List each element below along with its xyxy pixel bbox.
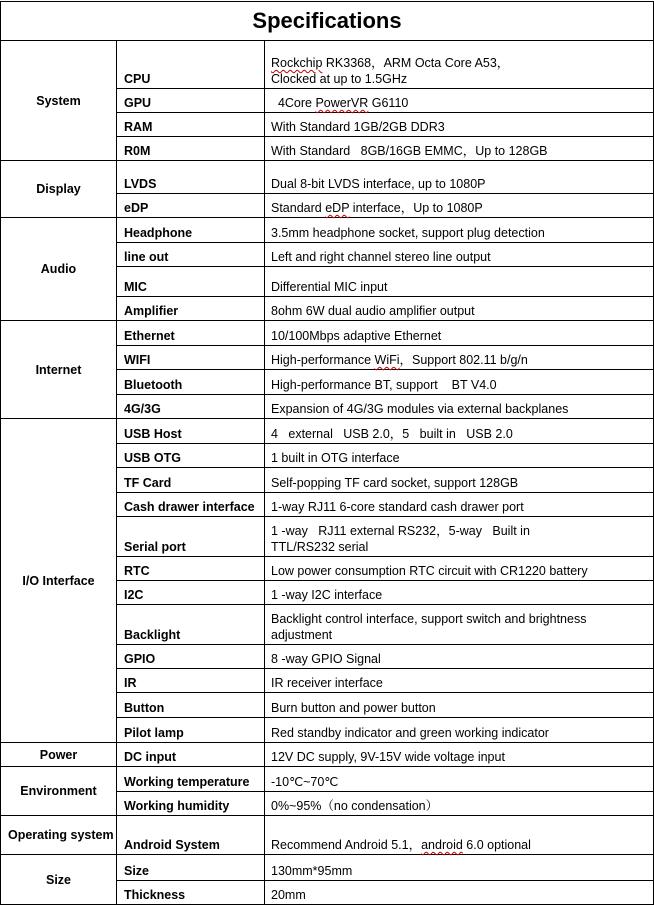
param-ram: RAM	[117, 113, 265, 137]
param-edp: eDP	[117, 194, 265, 218]
value-line: adjustment	[271, 628, 333, 642]
value-working-temperature	[265, 767, 654, 792]
value-line: Backlight control interface, support switch and brightness	[271, 612, 587, 626]
value-dc-input	[265, 743, 654, 767]
value-bluetooth	[265, 370, 654, 395]
param-gpio: GPIO	[117, 645, 265, 669]
value-line: Recommend Android 5.1，android 6.0 optional	[271, 838, 531, 852]
value-thickness	[265, 881, 654, 905]
table-row	[1, 767, 654, 792]
value-serial-port	[265, 517, 654, 557]
value-line: 130mm*95mm	[271, 864, 353, 878]
value-4g-3g	[265, 395, 654, 419]
param-usb-host: USB Host	[117, 419, 265, 444]
value-line-out	[265, 243, 654, 267]
value-line: 1-way RJ11 6-core standard cash drawer port	[271, 500, 524, 514]
value-line: High-performance BT, support BT V4.0	[271, 378, 497, 392]
category-power: Power	[1, 743, 117, 767]
param-mic: MIC	[117, 267, 265, 297]
value-line: Low power consumption RTC circuit with CR1220 battery	[271, 564, 588, 578]
category-internet: Internet	[1, 321, 117, 419]
value-line: Dual 8-bit LVDS interface, up to 1080P	[271, 177, 486, 191]
value-line: 12V DC supply, 9V-15V wide voltage input	[271, 750, 505, 764]
table-row	[1, 816, 654, 855]
value-line: With Standard 8GB/16GB EMMC，Up to 128GB	[271, 144, 548, 158]
table-row	[1, 419, 654, 444]
param-size: Size	[117, 855, 265, 881]
value-line: High-performance WiFi，Support 802.11 b/g/n	[271, 353, 528, 367]
value-line: 10/100Mbps adaptive Ethernet	[271, 329, 442, 343]
value-ram	[265, 113, 654, 137]
value-headphone	[265, 218, 654, 243]
param-tf-card: TF Card	[117, 468, 265, 493]
param-pilot-lamp: Pilot lamp	[117, 718, 265, 743]
value-line: Burn button and power button	[271, 701, 436, 715]
param-working-temperature: Working temperature	[117, 767, 265, 792]
param-i2c: I2C	[117, 581, 265, 605]
param-line-out: line out	[117, 243, 265, 267]
table-row	[1, 321, 654, 346]
value-line: 0%~95%（no condensation）	[271, 799, 439, 813]
value-line: -10℃~70℃	[271, 775, 339, 789]
category-audio: Audio	[1, 218, 117, 321]
value-line: 8ohm 6W dual audio amplifier output	[271, 304, 475, 318]
param-cpu: CPU	[117, 41, 265, 89]
value-gpu	[265, 89, 654, 113]
value-line: Expansion of 4G/3G modules via external backplanes	[271, 402, 569, 416]
param-wifi: WIFI	[117, 346, 265, 370]
title-row	[1, 2, 654, 41]
value-line: 8 -way GPIO Signal	[271, 652, 381, 666]
param-lvds: LVDS	[117, 161, 265, 194]
value-line: 3.5mm headphone socket, support plug detection	[271, 226, 545, 240]
value-i2c	[265, 581, 654, 605]
value-line: 1 -way I2C interface	[271, 588, 383, 602]
category-operating-system: Operating system	[1, 816, 117, 855]
table-row	[1, 743, 654, 767]
table-row	[1, 41, 654, 89]
value-line: Differential MIC input	[271, 280, 388, 294]
value-line: 1 -way RJ11 external RS232，5-way Built in	[271, 524, 530, 538]
value-mic	[265, 267, 654, 297]
value-edp	[265, 194, 654, 218]
value-usb-host	[265, 419, 654, 444]
param-android-system: Android System	[117, 816, 265, 855]
param-usb-otg: USB OTG	[117, 444, 265, 468]
param-gpu: GPU	[117, 89, 265, 113]
value-cpu	[265, 41, 654, 89]
value-backlight	[265, 605, 654, 645]
value-line: TTL/RS232 serial	[271, 540, 369, 554]
value-rtc	[265, 557, 654, 581]
value-line: Red standby indicator and green working indicator	[271, 726, 549, 740]
value-android-system	[265, 816, 654, 855]
value-line: Self-popping TF card socket, support 128GB	[271, 476, 519, 490]
value-working-humidity	[265, 792, 654, 816]
value-amplifier	[265, 297, 654, 321]
param-serial-port: Serial port	[117, 517, 265, 557]
value-line: With Standard 1GB/2GB DDR3	[271, 120, 445, 134]
value-line: 4 external USB 2.0，5 built in USB 2.0	[271, 427, 513, 441]
specifications-table	[0, 1, 654, 905]
param-dc-input: DC input	[117, 743, 265, 767]
param-ethernet: Ethernet	[117, 321, 265, 346]
value-ethernet	[265, 321, 654, 346]
value-line: IR receiver interface	[271, 676, 383, 690]
table-row	[1, 161, 654, 194]
value-line: Left and right channel stereo line output	[271, 250, 491, 264]
value-line: Clocked at up to 1.5GHz	[271, 72, 408, 86]
value-size	[265, 855, 654, 881]
param-bluetooth: Bluetooth	[117, 370, 265, 395]
value-line: 4Core PowerVR G6110	[271, 96, 409, 110]
value-usb-otg	[265, 444, 654, 468]
param-working-humidity: Working humidity	[117, 792, 265, 816]
value-line: Standard eDP interface，Up to 1080P	[271, 201, 483, 215]
table-row	[1, 218, 654, 243]
param-4g-3g: 4G/3G	[117, 395, 265, 419]
value-line: 20mm	[271, 888, 306, 902]
param-cash-drawer-interface: Cash drawer interface	[117, 493, 265, 517]
param-button: Button	[117, 693, 265, 718]
value-gpio	[265, 645, 654, 669]
category-system: System	[1, 41, 117, 161]
value-button	[265, 693, 654, 718]
value-wifi	[265, 346, 654, 370]
table-title: Specifications	[1, 2, 654, 41]
value-line: Rockchip RK3368，ARM Octa Core A53，	[271, 56, 510, 70]
param-r0m: R0M	[117, 137, 265, 161]
value-lvds	[265, 161, 654, 194]
category-display: Display	[1, 161, 117, 218]
param-amplifier: Amplifier	[117, 297, 265, 321]
param-backlight: Backlight	[117, 605, 265, 645]
value-cash-drawer-interface	[265, 493, 654, 517]
category-environment: Environment	[1, 767, 117, 816]
value-tf-card	[265, 468, 654, 493]
param-headphone: Headphone	[117, 218, 265, 243]
category-size: Size	[1, 855, 117, 905]
value-r0m	[265, 137, 654, 161]
param-thickness: Thickness	[117, 881, 265, 905]
param-ir: IR	[117, 669, 265, 693]
table-row	[1, 855, 654, 881]
param-rtc: RTC	[117, 557, 265, 581]
value-line: 1 built in OTG interface	[271, 451, 400, 465]
value-ir	[265, 669, 654, 693]
category-i-o-interface: I/O Interface	[1, 419, 117, 743]
value-pilot-lamp	[265, 718, 654, 743]
